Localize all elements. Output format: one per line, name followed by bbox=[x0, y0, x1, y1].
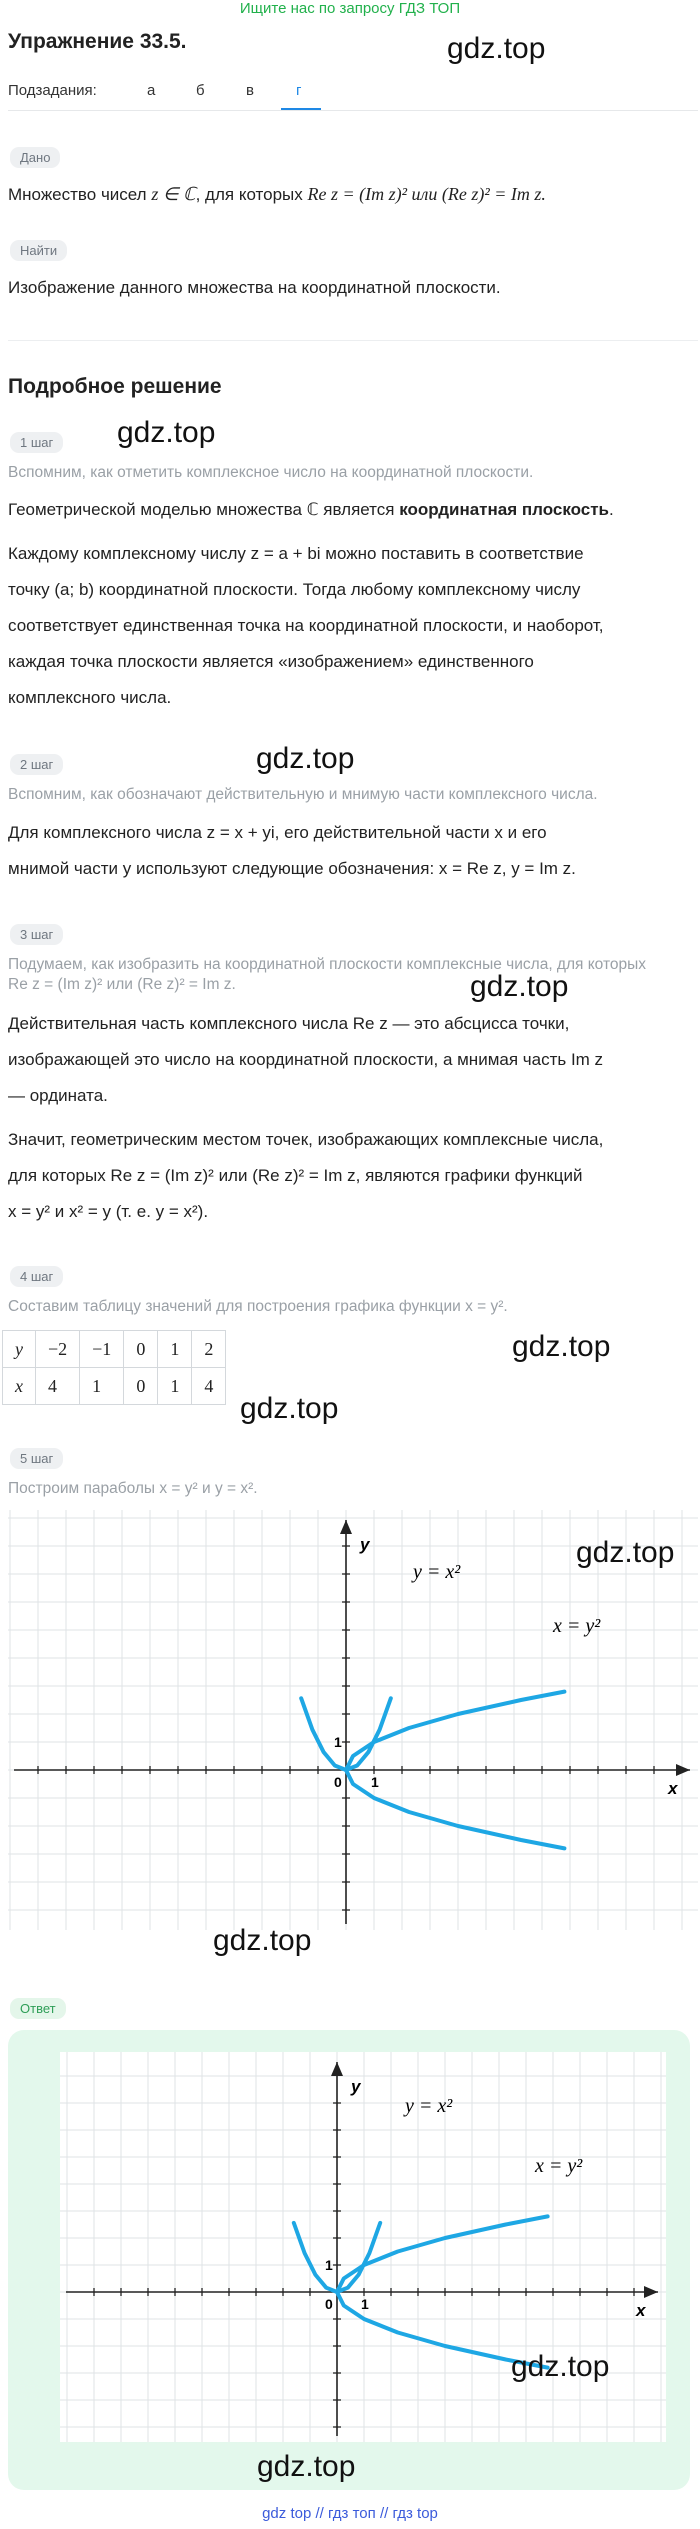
table-row bbox=[3, 1331, 226, 1368]
origin-label: 0 bbox=[334, 1774, 342, 1790]
series-label: x = y² bbox=[553, 1615, 601, 1637]
tab-a[interactable]: а bbox=[147, 82, 156, 99]
watermark: gdz.top bbox=[511, 2350, 610, 2383]
footer-links bbox=[0, 2505, 700, 2522]
y-unit-label: 1 bbox=[325, 2257, 333, 2273]
page-title: Упражнение 33.5. bbox=[8, 30, 187, 53]
series-label: y = x² bbox=[413, 1561, 461, 1583]
given-badge: Дано bbox=[10, 147, 60, 168]
plot-background bbox=[8, 1510, 698, 1930]
y-axis-label: y bbox=[351, 2077, 361, 2096]
given-text-start: Множество чисел bbox=[8, 185, 147, 204]
watermark: gdz.top bbox=[213, 1924, 312, 1957]
watermark: gdz.top bbox=[240, 1392, 339, 1425]
step-2-line-2: мнимой части y используют следующие обозначения: x = Re z, y = Im z. bbox=[8, 859, 576, 878]
answer-badge: Ответ bbox=[10, 1998, 66, 2019]
watermark: gdz.top bbox=[512, 1330, 611, 1363]
watermark: gdz.top bbox=[447, 32, 546, 65]
solution-title: Подробное решение bbox=[8, 375, 222, 398]
watermark: gdz.top bbox=[256, 742, 355, 775]
step-3-line-6: x = y² и x² = y (т. е. y = x²). bbox=[8, 1202, 209, 1221]
step-2-hint: Вспомним, как обозначают действительную и мнимую части комплексного числа. bbox=[8, 786, 598, 803]
given-math-1: z ∈ ℂ bbox=[151, 184, 196, 204]
step-4-badge: 4 шаг bbox=[10, 1266, 63, 1287]
footer-link-2[interactable]: гдз топ bbox=[328, 2505, 376, 2522]
given-text bbox=[8, 176, 546, 213]
origin-label: 0 bbox=[325, 2296, 333, 2312]
given-text-mid: , для которых bbox=[195, 185, 303, 204]
top-banner[interactable]: Ищите нас по запросу ГДЗ ТОП bbox=[239, 0, 461, 17]
step-1-line-3: соответствует единственная точка на координатной плоскости, и наоборот, bbox=[8, 616, 604, 635]
watermark: gdz.top bbox=[576, 1536, 675, 1569]
step-5-hint: Построим параболы x = y² и y = x². bbox=[8, 1480, 258, 1497]
series-label: y = x² bbox=[405, 2095, 453, 2117]
subtasks-label: Подзадания: bbox=[8, 82, 97, 99]
values-table bbox=[2, 1330, 226, 1405]
step-1-p1-start: Геометрической моделью множества ℂ является bbox=[8, 500, 400, 519]
table-cell: x bbox=[3, 1368, 36, 1405]
tab-v[interactable]: в bbox=[246, 82, 254, 99]
table-cell: −1 bbox=[80, 1331, 124, 1368]
parabolas-chart bbox=[8, 1510, 698, 1930]
x-unit-label: 1 bbox=[361, 2296, 369, 2312]
tab-g[interactable]: г bbox=[296, 82, 302, 99]
section-divider bbox=[8, 340, 698, 341]
find-text: Изображение данного множества на координатной плоскости. bbox=[8, 278, 501, 297]
x-unit-label: 1 bbox=[371, 1774, 379, 1790]
tabs-divider bbox=[8, 110, 698, 111]
step-1-line-4: каждая точка плоскости является «изображением» единственного bbox=[8, 652, 534, 671]
footer-link-1[interactable]: gdz top bbox=[262, 2505, 312, 2522]
footer-separator: // bbox=[315, 2505, 328, 2522]
tab-b[interactable]: б bbox=[196, 82, 205, 99]
watermark: gdz.top bbox=[117, 416, 216, 449]
table-row bbox=[3, 1368, 226, 1405]
footer-separator: // bbox=[379, 2505, 393, 2522]
step-1-paragraph-1 bbox=[8, 492, 614, 528]
step-1-line-1: Каждому комплексному числу z = a + bi можно поставить в соответствие bbox=[8, 544, 584, 563]
step-3-badge: 3 шаг bbox=[10, 924, 63, 945]
table-cell: 0 bbox=[124, 1331, 158, 1368]
table-cell: 4 bbox=[36, 1368, 80, 1405]
step-5-badge: 5 шаг bbox=[10, 1448, 63, 1469]
step-1-hint: Вспомним, как отметить комплексное число на координатной плоскости. bbox=[8, 464, 534, 481]
given-math-2: Re z = (Im z)² или (Re z)² = Im z. bbox=[307, 184, 546, 204]
series-label: x = y² bbox=[535, 2155, 583, 2177]
table-cell: 0 bbox=[124, 1368, 158, 1405]
find-badge: Найти bbox=[10, 240, 67, 261]
step-3-line-3: — ордината. bbox=[8, 1086, 108, 1105]
table-cell: 1 bbox=[80, 1368, 124, 1405]
step-1-badge: 1 шаг bbox=[10, 432, 63, 453]
step-3-hint-1: Подумаем, как изобразить на координатной плоскости комплексные числа, для которых bbox=[8, 956, 647, 973]
table-cell: 1 bbox=[158, 1331, 192, 1368]
x-axis-label: x bbox=[636, 2301, 646, 2320]
step-3-line-1: Действительная часть комплексного числа Re z — это абсцисса точки, bbox=[8, 1014, 570, 1033]
step-2-badge: 2 шаг bbox=[10, 754, 63, 775]
table-cell: −2 bbox=[36, 1331, 80, 1368]
step-3-hint-2: Re z = (Im z)² или (Re z)² = Im z. bbox=[8, 976, 236, 993]
step-3-line-5: для которых Re z = (Im z)² или (Re z)² = Im z, являются графики функций bbox=[8, 1166, 583, 1185]
step-1-p1-bold: координатная плоскость bbox=[399, 500, 609, 519]
step-1-line-5: комплексного числа. bbox=[8, 688, 172, 707]
y-axis-label: y bbox=[360, 1535, 370, 1554]
step-1-p1-end: . bbox=[609, 500, 614, 519]
step-1-line-2: точку (a; b) координатной плоскости. Тогда любому комплексному числу bbox=[8, 580, 581, 599]
table-cell: y bbox=[3, 1331, 36, 1368]
table-cell: 4 bbox=[192, 1368, 226, 1405]
footer-link-3[interactable]: гдз top bbox=[392, 2505, 438, 2522]
step-3-line-4: Значит, геометрическим местом точек, изображающих комплексные числа, bbox=[8, 1130, 604, 1149]
y-unit-label: 1 bbox=[334, 1734, 342, 1750]
watermark: gdz.top bbox=[470, 970, 569, 1003]
table-cell: 2 bbox=[192, 1331, 226, 1368]
step-4-hint: Составим таблицу значений для построения графика функции x = y². bbox=[8, 1298, 508, 1315]
watermark: gdz.top bbox=[257, 2450, 356, 2483]
table-cell: 1 bbox=[158, 1368, 192, 1405]
step-3-line-2: изображающей это число на координатной плоскости, а мнимая часть Im z bbox=[8, 1050, 604, 1069]
x-axis-label: x bbox=[668, 1779, 678, 1798]
step-2-line-1: Для комплексного числа z = x + yi, его действительной части x и его bbox=[8, 823, 547, 842]
